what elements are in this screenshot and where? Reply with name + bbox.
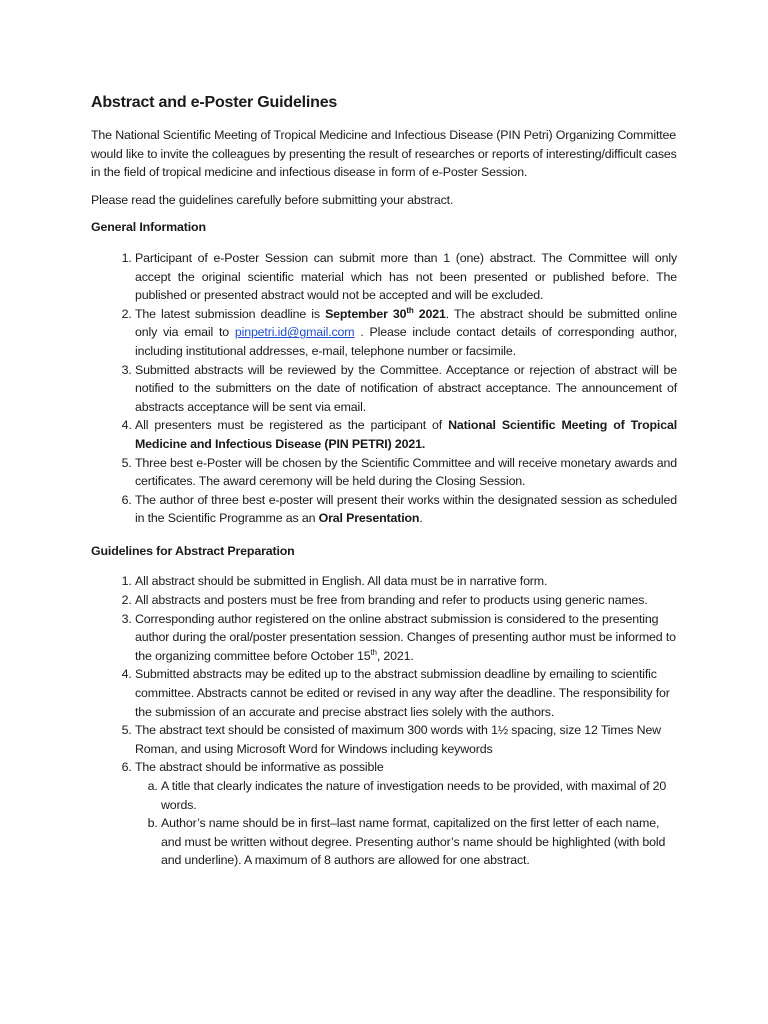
deadline-date: September 30th 2021 <box>325 305 446 321</box>
sublist-item: a. A title that clearly indicates the nature of investigation needs to be provided, with maximal of 20 words. <box>161 777 677 814</box>
read-notice: Please read the guidelines carefully before submitting your abstract. <box>91 192 454 207</box>
intro-paragraph: The National Scientific Meeting of Tropical Medicine and Infectious Disease (PIN Petri) Organizing Committee would like to invite the colleagues by presenting the result of researches or reports of interesting/difficult cases in the field of tropical medicine and infectious disease in form of e-Poster Session. <box>91 128 677 180</box>
email-link[interactable]: pinpetri.id@gmail.com <box>234 325 355 340</box>
general-information-heading: General Information <box>91 220 206 235</box>
list-item: 6. The abstract should be informative as possible a. A title that clearly indicates the nature of investigation needs to be provided, with maximal of 20 words. b. Author’s name should be in first–last name format, capitalized on the first letter of each name, and must be written without degree. Presenting author’s name should be highlighted (with bold and underline). A maximum of 8 authors are allowed for one abstract. <box>135 758 677 870</box>
list-item: 2. The latest submission deadline is September 30th 2021. The abstract should be submitted online only via email to pinpetri.id@gmail.com . Please include contact details of corresponding author, including institutional addresses, e-mail, telephone number or facsimile. <box>135 305 677 361</box>
list-item: 5. Three best e-Poster will be chosen by the Scientific Committee and will receive monetary awards and certificates. The award ceremony will be held during the Closing Session. <box>135 454 677 491</box>
list-item: 2. All abstracts and posters must be free from branding and refer to products using generic names. <box>135 591 677 610</box>
abstract-preparation-heading: Guidelines for Abstract Preparation <box>91 543 295 558</box>
list-item: 4. All presenters must be registered as the participant of National Scientific Meeting of Tropical Medicine and Infectious Disease (PIN PETRI) 2021. <box>135 416 677 453</box>
document-page <box>91 92 677 884</box>
abstract-preparation-list <box>91 572 677 870</box>
list-item: 5. The abstract text should be consisted of maximum 300 words with 1½ spacing, size 12 Times New Roman, and using Microsoft Word for Windows including keywords <box>135 721 677 758</box>
list-item: 1. All abstract should be submitted in English. All data must be in narrative form. <box>135 572 677 591</box>
sublist-item: b. Author’s name should be in first–last name format, capitalized on the first letter of each name, and must be written without degree. Presenting author’s name should be highlighted (with bold and underline). A maximum of 8 authors are allowed for one abstract. <box>161 814 677 870</box>
page-title: Abstract and e-Poster Guidelines <box>91 94 338 111</box>
informative-sublist <box>135 777 677 870</box>
list-item: 6. The author of three best e-poster will present their works within the designated session as scheduled in the Scientific Programme as an Oral Presentation. <box>135 491 677 528</box>
list-item: 3. Submitted abstracts will be reviewed by the Committee. Acceptance or rejection of abstract will be notified to the submitters on the date of notification of abstract acceptance. The announcement of abstracts acceptance will be sent via email. <box>135 361 677 417</box>
list-item: 3. Corresponding author registered on the online abstract submission is considered to the presenting author during the oral/poster presentation session. Changes of presenting author must be informed to the organizing committee before October 15th, 2021. <box>135 610 677 666</box>
list-item: 1. Participant of e-Poster Session can submit more than 1 (one) abstract. The Committee will only accept the original scientific material which has not been presented or published before. The published or presented abstract would not be accepted and will be excluded. <box>135 249 677 305</box>
list-item: 4. Submitted abstracts may be edited up to the abstract submission deadline by emailing to scientific committee. Abstracts cannot be edited or revised in any way after the deadline. The responsibility for the submission of an accurate and precise abstract lies solely with the authors. <box>135 665 677 721</box>
general-information-list <box>91 249 677 528</box>
